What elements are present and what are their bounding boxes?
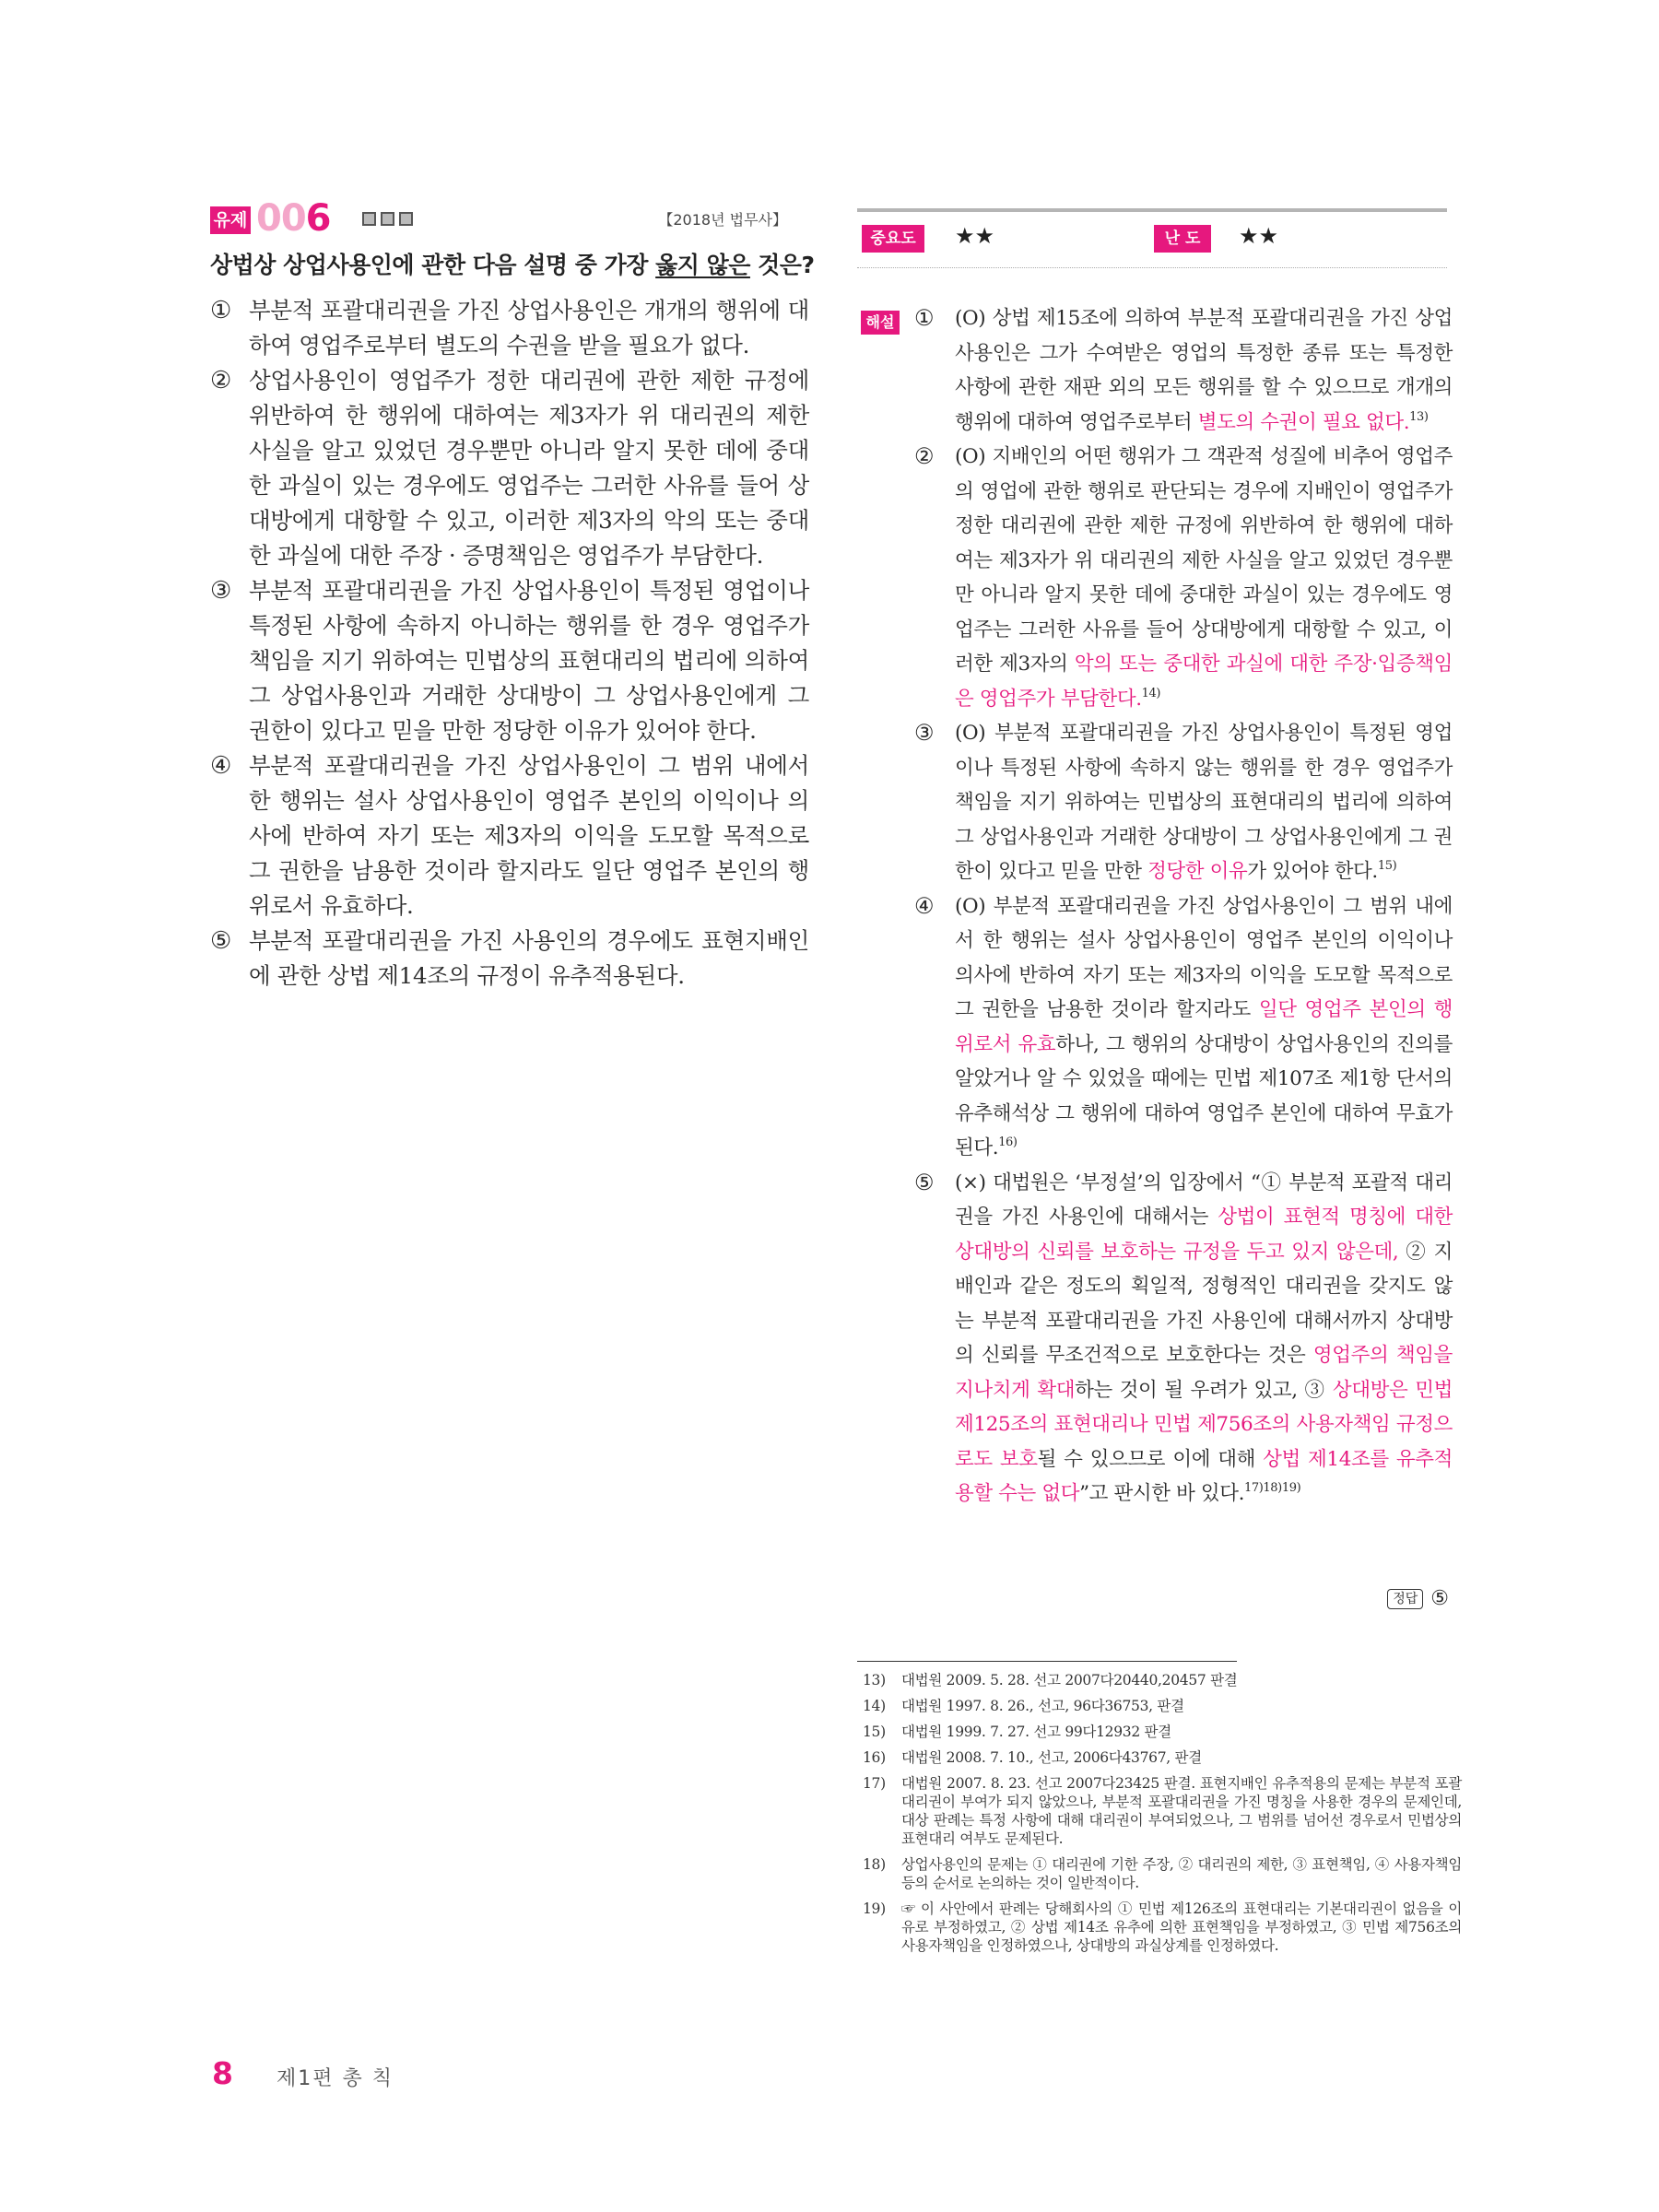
answer-option xyxy=(210,293,809,363)
footnote-number: 14) xyxy=(863,1698,886,1714)
footnote xyxy=(863,1671,1462,1689)
footnote xyxy=(863,1855,1462,1892)
question-badge: 유제 xyxy=(210,206,251,234)
footnote-number: 17) xyxy=(863,1775,886,1792)
question-source: 【2018년 법무사】 xyxy=(658,211,787,229)
highlight-text: 상법 제14조를 유추적용할 수는 없다 xyxy=(955,1447,1453,1505)
footnotes xyxy=(863,1671,1462,1962)
ratings-divider xyxy=(857,267,1447,269)
footnote-ref: 14) xyxy=(1141,686,1161,700)
explanation-body xyxy=(914,301,1453,1512)
footnote-text: 대법원 1999. 7. 27. 선고 99다12932 판결 xyxy=(901,1724,1171,1740)
item-number: ⑤ xyxy=(914,1169,935,1195)
footnote-ref: 13) xyxy=(1409,409,1429,424)
item-number: ④ xyxy=(914,892,935,919)
chapter-title: 제1편 총 칙 xyxy=(276,2067,394,2090)
footnote-text: 대법원 2007. 8. 23. 선고 2007다23425 판결. 표현지배인 유추적용의 문제는 부분적 포괄대리권이 부여가 되지 않았으나, 부분적 포괄대리권을 가진 명칭을 사용한 경우의 문제인데, 대상 판례는 특정 사항에 대해 대리권이 부여되었으나, 그 범위를 넘어선 경우로서 민법상의 표현대리 여부도 문제된다. xyxy=(901,1775,1462,1847)
review-checkboxes xyxy=(362,212,418,229)
importance-stars: ★★ xyxy=(955,223,995,249)
explanation-item: ④ (O) 부분적 포괄대리권을 가진 상업사용인이 그 범위 내에서 한 행위는 설사 상업사용인이 영업주 본인의 이익이나 의사에 반하여 자기 또는 제3자의 이익을 도모할 목적으로 그 권한을 남용한 것이라 할지라도 일단 영업주 본인의 행위로서 유효하나, 그 행위의 상대방이 상업사용인의 진의를 알았거나 알 수 있었을 때에는 민법 제107조 제1항 단서의 유추해석상 그 행위에 대하여 영업주 본인에 대하여 무효가 된다.$^{16)}$ xyxy=(914,889,1453,1166)
option-number: ③ xyxy=(210,577,232,605)
footnote-ref: 17)18)19) xyxy=(1244,1481,1301,1495)
option-text: 부분적 포괄대리권을 가진 사용인의 경우에도 표현지배인에 관한 상법 제14조의 규정이 유추적용된다. xyxy=(249,927,809,989)
difficulty-stars: ★★ xyxy=(1239,223,1279,249)
difficulty-badge: 난 도 xyxy=(1154,225,1211,253)
footnote-number: 18) xyxy=(863,1856,886,1873)
footnote-number: 19) xyxy=(863,1900,886,1917)
explanation-item: ⑤ (×) 대법원은 ‘부정설’의 입장에서 “① 부분적 포괄적 대리권을 가진 사용인에 대해서는 상법이 표현적 명칭에 대한 상대방의 신뢰를 보호하는 규정을 두고 있지 않은데, ② 지배인과 같은 정도의 획일적, 정형적인 대리권을 갖지도 않는 부분적 포괄대리권을 가진 사용인에 대해서까지 상대방의 신뢰를 무조건적으로 보호한다는 것은 영업주의 책임을 지나치게 확대하는 것이 될 우려가 있고, ③ 상대방은 민법 제125조의 표현대리나 민법 제756조의 사용자책임 규정으로도 보호될 수 있으므로 이에 대해 상법 제14조를 유추적용할 수는 없다”고 판시한 바 있다.$^{17)18)19)}$ xyxy=(914,1166,1453,1512)
footnote-ref: 16) xyxy=(998,1135,1018,1149)
item-number: ③ xyxy=(914,720,935,746)
answer-option xyxy=(210,924,809,994)
footnote-divider xyxy=(857,1661,1237,1662)
footnote-text: 대법원 2009. 5. 28. 선고 2007다20440,20457 판결 xyxy=(901,1672,1238,1688)
highlight-text: 상대방은 민법 제125조의 표현대리나 민법 제756조의 사용자책임 규정으로도 보호 xyxy=(955,1378,1453,1471)
answer-option xyxy=(210,748,809,924)
option-number: ④ xyxy=(210,752,232,780)
footnote-text: 대법원 2008. 7. 10., 선고, 2006다43767, 판결 xyxy=(901,1749,1202,1766)
footnote-text: 상업사용인의 문제는 ① 대리권에 기한 주장, ② 대리권의 제한, ③ 표현책임, ④ 사용자책임 등의 순서로 논의하는 것이 일반적이다. xyxy=(901,1856,1462,1891)
importance-badge: 중요도 xyxy=(862,225,924,253)
answer-value: ⑤ xyxy=(1430,1587,1449,1610)
review-checkbox xyxy=(362,212,376,226)
question-title: 상법상 상업사용인에 관한 다음 설명 중 가장 옳지 않은 것은? xyxy=(210,252,815,278)
review-checkbox xyxy=(381,212,394,226)
highlight-text: 영업주의 책임을 지나치게 확대 xyxy=(955,1344,1453,1402)
footnote xyxy=(863,1748,1462,1767)
option-number: ⑤ xyxy=(210,927,232,955)
footnote xyxy=(863,1774,1462,1848)
answer-row xyxy=(1387,1587,1449,1610)
explanation-item: ③ (O) 부분적 포괄대리권을 가진 상업사용인이 특정된 영업이나 특정된 사항에 속하지 않는 행위를 한 경우 영업주가 책임을 지기 위하여는 민법상의 표현대리의 법리에 의하여 그 상업사용인과 거래한 상대방이 그 상업사용인에게 그 권한이 있다고 믿을 만한 정당한 이유가 있어야 한다.$^{15)}$ xyxy=(914,716,1453,889)
answer-options xyxy=(210,293,809,994)
option-text: 상업사용인이 영업주가 정한 대리권에 관한 제한 규정에 위반하여 한 행위에 대하여는 제3자가 위 대리권의 제한 사실을 알고 있었던 경우뿐만 아니라 알지 못한 데에 중대한 과실이 있는 경우에도 영업주는 그러한 사유를 들어 상대방에게 대항할 수 있고, 이러한 제3자의 악의 또는 중대한 과실에 대한 주장 · 증명책임은 영업주가 부담한다. xyxy=(249,367,809,569)
footnote-number: 16) xyxy=(863,1749,886,1766)
answer-badge: 정답 xyxy=(1387,1589,1423,1609)
answer-option xyxy=(210,363,809,573)
footnote-text: 대법원 1997. 8. 26., 선고, 96다36753, 판결 xyxy=(901,1698,1184,1714)
footnote-number: 13) xyxy=(863,1672,886,1688)
highlight-text: 별도의 수권이 필요 없다. xyxy=(1197,410,1410,434)
highlight-text: 정당한 이유 xyxy=(1147,860,1248,883)
answer-option xyxy=(210,573,809,748)
option-text: 부분적 포괄대리권을 가진 상업사용인이 그 범위 내에서 한 행위는 설사 상업사용인이 영업주 본인의 이익이나 의사에 반하여 자기 또는 제3자의 이익을 도모할 목적으로 그 권한을 남용한 것이라 할지라도 일단 영업주 본인의 행위로서 유효하다. xyxy=(249,752,809,919)
highlight-text: 일단 영업주 본인의 행위로서 유효 xyxy=(955,998,1453,1056)
footnote-text: ☞ 이 사안에서 판례는 당해회사의 ① 민법 제126조의 표현대리는 기본대리권이 없음을 이유로 부정하였고, ② 상법 제14조 유추에 의한 표현책임을 부정하였고, ③ 민법 제756조의 사용자책임을 인정하였으나, 상대방의 과실상계를 인정하였다. xyxy=(901,1900,1462,1954)
item-number: ① xyxy=(914,305,935,331)
footnote xyxy=(863,1900,1462,1955)
highlight-text: 악의 또는 중대한 과실에 대한 주장·입증책임은 영업주가 부담한다. xyxy=(955,653,1453,711)
highlight-text: 상법이 표현적 명칭에 대한 상대방의 신뢰를 보호하는 규정을 두고 있지 않은데, xyxy=(955,1206,1453,1264)
item-number: ② xyxy=(914,443,935,469)
page-number: 8 xyxy=(212,2055,233,2091)
question-title-emphasis: 옳지 않은 xyxy=(655,252,750,278)
explanation-item: ① (O) 상법 제15조에 의하여 부분적 포괄대리권을 가진 상업사용인은 그가 수여받은 영업의 특정한 종류 또는 특정한 사항에 관한 재판 외의 모든 행위를 할 수 있으므로 개개의 행위에 대하여 영업주로부터 별도의 수권이 필요 없다.$^{13)}$ xyxy=(914,301,1453,440)
explanation-badge: 해설 xyxy=(861,311,900,335)
top-divider xyxy=(857,208,1447,212)
question-header xyxy=(210,197,800,240)
option-text: 부분적 포괄대리권을 가진 상업사용인이 특정된 영업이나 특정된 사항에 속하지 아니하는 행위를 한 경우 영업주가 책임을 지기 위하여는 민법상의 표현대리의 법리에 의하여 그 상업사용인과 거래한 상대방이 그 상업사용인에게 그 권한이 있다고 믿을 만한 정당한 이유가 있어야 한다. xyxy=(249,577,809,744)
footnote xyxy=(863,1697,1462,1715)
option-number: ② xyxy=(210,367,232,394)
option-number: ① xyxy=(210,297,232,324)
option-text: 부분적 포괄대리권을 가진 상업사용인은 개개의 행위에 대하여 영업주로부터 별도의 수권을 받을 필요가 없다. xyxy=(249,297,809,359)
question-number-prefix: 00 xyxy=(256,197,306,240)
review-checkbox xyxy=(399,212,413,226)
footnote-ref: 15) xyxy=(1377,859,1397,873)
footnote xyxy=(863,1723,1462,1741)
question-number-suffix: 6 xyxy=(305,197,331,240)
footnote-number: 15) xyxy=(863,1724,886,1740)
question-number xyxy=(256,197,331,240)
explanation-item: ② (O) 지배인의 어떤 행위가 그 객관적 성질에 비추어 영업주의 영업에 관한 행위로 판단되는 경우에 지배인이 영업주가 정한 대리권에 관한 제한 규정에 위반하여 한 행위에 대하여는 제3자가 위 대리권의 제한 사실을 알고 있었던 경우뿐만 아니라 알지 못한 데에 중대한 과실이 있는 경우에도 영업주는 그러한 사유를 들어 상대방에게 대항할 수 있고, 이러한 제3자의 악의 또는 중대한 과실에 대한 주장·입증책임은 영업주가 부담한다.$^{14)}$ xyxy=(914,440,1453,716)
